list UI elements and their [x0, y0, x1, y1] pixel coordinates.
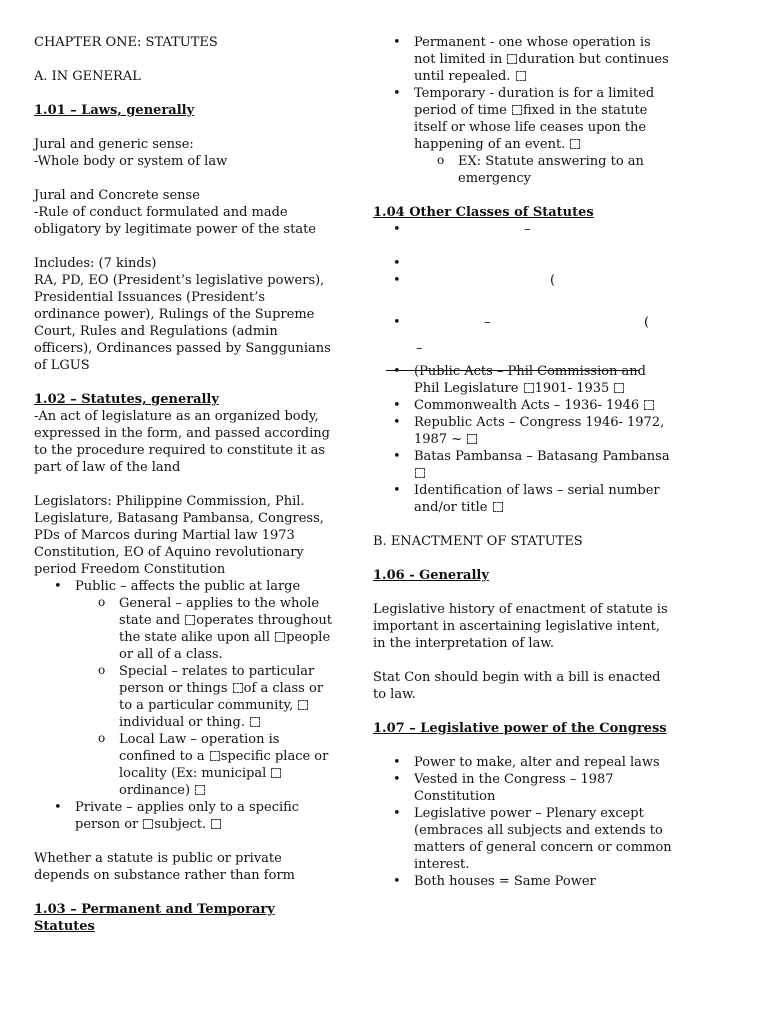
list-item-plenary: • Legislative power – Plenary except (embraces all subjects and extends to matters of general concern or common interest.	[373, 805, 673, 873]
jural-generic-text: -Whole body or system of law	[34, 154, 228, 169]
permanent-temporary-list	[373, 34, 673, 187]
list-item-public-acts: • (Public Acts – Phil Commission and Phil Legislature 1901- 1935	[373, 363, 673, 397]
separator-glyph-icon	[415, 468, 425, 478]
list-item-special: o Special – relates to particular person or things of a class or to a particular community, individual or thing.	[34, 663, 334, 731]
congress-power-list	[373, 754, 673, 890]
separator-glyph-icon	[195, 785, 205, 795]
separator-glyph-icon	[614, 383, 624, 393]
public-private-list	[34, 578, 334, 833]
heading-1-01: 1.01 – Laws, generally	[34, 103, 195, 118]
separator-glyph-icon	[271, 768, 281, 778]
list-item-commonwealth: • Commonwealth Acts – 1936- 1946	[373, 397, 673, 414]
separator-glyph-icon	[467, 434, 477, 444]
list-item-public: • Public – affects the public at large o General – applies to the whole state and operates throughout the state alike upon all people or all of a class. o Special – relates to particular person or things of a class or to a particular community, individual or thing. o Local Law – operation is confined to a specific place or locality (Ex: municipal ordinance)	[34, 578, 334, 799]
list-item-blank-3: • – (	[373, 314, 714, 331]
list-item-power: • Power to make, alter and repeal laws	[373, 754, 673, 771]
heading-1-02: 1.02 – Statutes, generally	[34, 392, 219, 407]
right-column	[373, 34, 673, 890]
chapter-title: CHAPTER ONE: STATUTES	[34, 35, 218, 50]
acts-list	[373, 363, 673, 516]
separator-glyph-icon	[211, 819, 221, 829]
public-private-note: Whether a statute is public or private depends on substance rather than form	[34, 851, 295, 883]
section-a-heading: A. IN GENERAL	[34, 69, 141, 84]
separator-glyph-icon	[516, 71, 526, 81]
list-item-blank-2-cont: • (	[373, 272, 674, 289]
jural-generic-title: Jural and generic sense:	[34, 137, 194, 152]
list-item-identification: • Identification of laws – serial number and/or title	[373, 482, 673, 516]
list-item-private: • Private – applies only to a specific person or subject.	[34, 799, 334, 833]
list-item-general: o General – applies to the whole state and operates throughout the state alike upon all people or all of a class.	[34, 595, 334, 663]
underline-fragment-dash: –	[416, 341, 423, 356]
list-item-local-law: o Local Law – operation is confined to a specific place or locality (Ex: municipal ordinance)	[34, 731, 334, 799]
separator-glyph-icon	[644, 400, 654, 410]
separator-glyph-icon	[250, 717, 260, 727]
section-b-heading: B. ENACTMENT OF STATUTES	[373, 534, 583, 549]
stat-con-note: Stat Con should begin with a bill is enacted to law.	[373, 670, 661, 702]
separator-glyph-icon	[233, 683, 243, 693]
blank-classes-area	[373, 221, 673, 357]
heading-1-03: 1.03 – Permanent and Temporary Statutes	[34, 902, 275, 934]
list-item-blank-2	[373, 255, 674, 272]
separator-glyph-icon	[493, 502, 503, 512]
list-item-vested: • Vested in the Congress – 1987 Constitution	[373, 771, 673, 805]
legislative-history: Legislative history of enactment of statute is important in ascertaining legislative intent, in the interpretation of law.	[373, 602, 668, 651]
list-item-blank-1: • –	[373, 221, 674, 238]
statutes-definition: -An act of legislature as an organized body, expressed in the form, and passed according to the procedure required to constitute it as part of law of the land	[34, 409, 330, 475]
list-item-permanent: • Permanent - one whose operation is not limited in duration but continues until repealed.	[373, 34, 673, 85]
separator-glyph-icon	[507, 54, 517, 64]
includes-text: RA, PD, EO (President’s legislative powers), Presidential Issuances (President’s ordinance power), Rulings of the Supreme Court, Rules and Regulations (admin officers), Ordinances passed by Sanggunians of LGUS	[34, 273, 331, 373]
legislators-paragraph: Legislators: Philippine Commission, Phil. Legislature, Batasang Pambansa, Congress, PDs of Marcos during Martial law 1973 Constitution, EO of Aquino revolutionary period Freedom Constitution	[34, 494, 324, 577]
separator-glyph-icon	[512, 105, 522, 115]
public-sublist	[34, 595, 334, 799]
list-item-temporary: • Temporary - duration is for a limited period of time fixed in the statute itself or whose life ceases upon the happening of an event. o EX: Statute answering to an emergency	[373, 85, 673, 187]
separator-glyph-icon	[143, 819, 153, 829]
list-item-batas: • Batas Pambansa – Batasang Pambansa	[373, 448, 673, 482]
heading-1-04: 1.04 Other Classes of Statutes	[373, 205, 594, 220]
includes-title: Includes: (7 kinds)	[34, 256, 157, 271]
jural-concrete-text: -Rule of conduct formulated and made obligatory by legitimate power of the state	[34, 205, 316, 237]
jural-concrete-title: Jural and Concrete sense	[34, 188, 200, 203]
heading-1-07: 1.07 – Legislative power of the Congress	[373, 721, 667, 736]
separator-glyph-icon	[570, 139, 580, 149]
left-column	[34, 34, 334, 935]
list-item-example: o EX: Statute answering to an emergency	[373, 153, 673, 187]
separator-glyph-icon	[210, 751, 220, 761]
list-item-republic: • Republic Acts – Congress 1946- 1972, 1987 ~	[373, 414, 673, 448]
separator-glyph-icon	[298, 700, 308, 710]
list-item-both-houses: • Both houses = Same Power	[373, 873, 673, 890]
heading-1-06: 1.06 - Generally	[373, 568, 489, 583]
separator-glyph-icon	[185, 615, 195, 625]
separator-glyph-icon	[524, 383, 534, 393]
separator-glyph-icon	[275, 632, 285, 642]
temporary-sublist	[373, 153, 673, 187]
